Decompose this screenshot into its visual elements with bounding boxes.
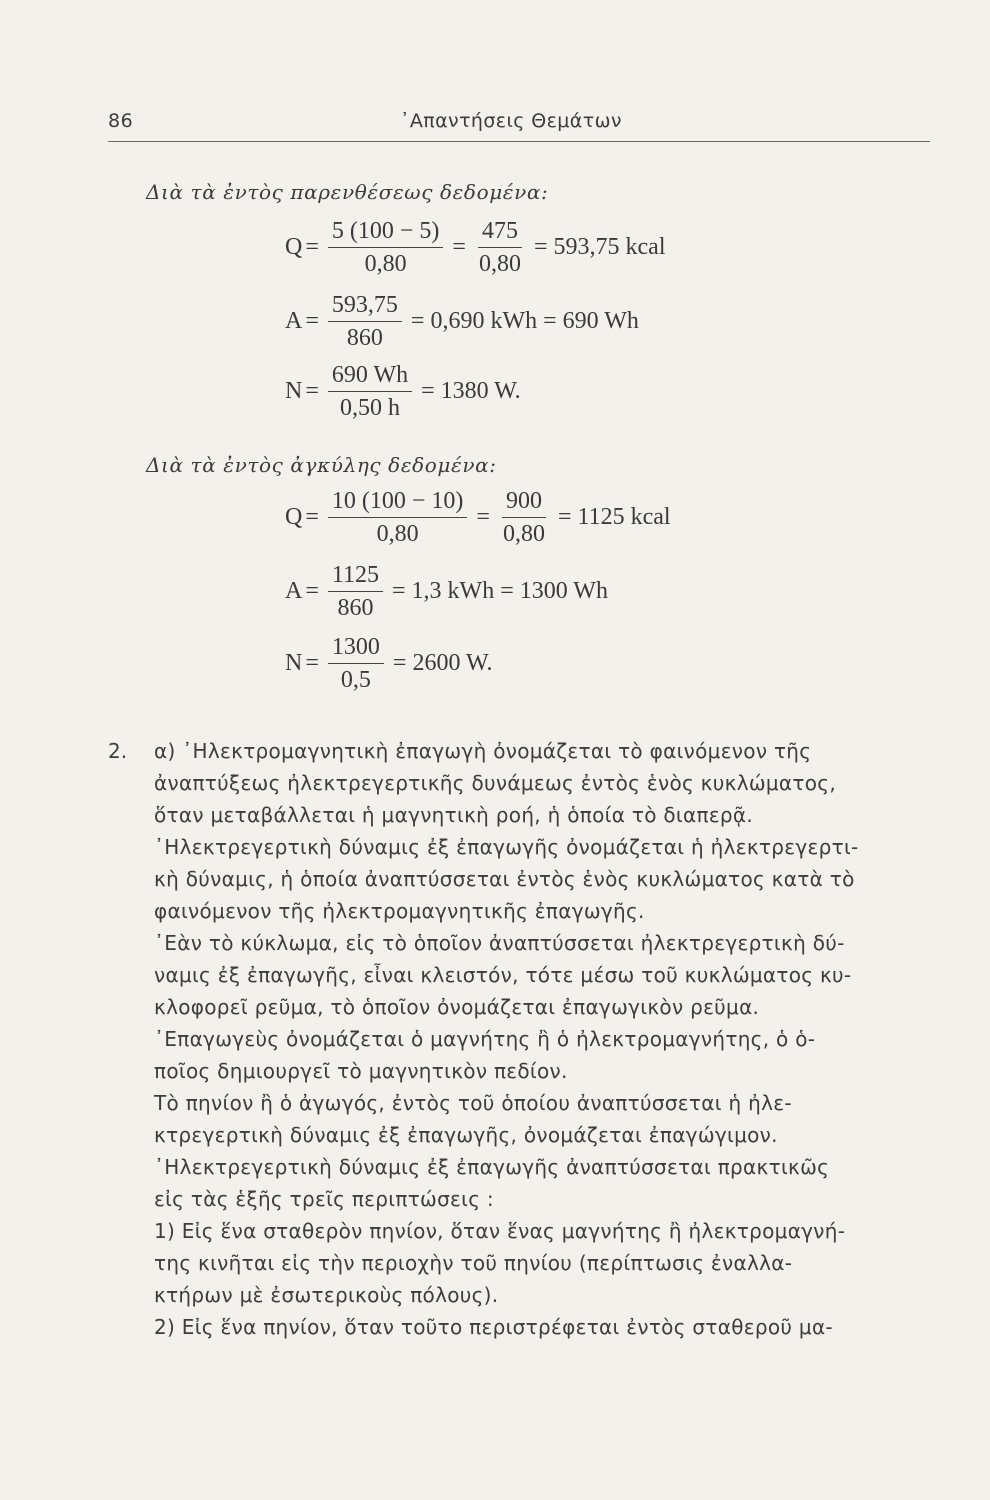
fraction <box>328 635 384 692</box>
eq-equals: = <box>305 308 319 334</box>
eq-equals: = <box>476 504 490 530</box>
denominator: 0,80 <box>376 521 419 547</box>
body-line: ἀναπτύξεως ἠλεκτρεγερτικῆς δυνάμεως ἐντὸς ἑνὸς κυκλώματος, <box>154 771 836 795</box>
body-line: της κινῆται εἰς τὴν περιοχὴν τοῦ πηνίου (περίπτωσις ἐναλλα- <box>154 1251 793 1275</box>
body-line: κὴ δύναμις, ἡ ὁποία ἀναπτύσσεται ἐντὸς ἑνὸς κυκλώματος κατὰ τὸ <box>154 867 855 891</box>
numerator: 5 (100 − 5) <box>328 219 444 248</box>
denominator: 0,80 <box>502 521 545 547</box>
eq-result: 2600 W. <box>412 650 493 676</box>
equation-n2 <box>285 635 492 692</box>
body-line: φαινόμενον τῆς ἠλεκτρομαγνητικῆς ἐπαγωγῆς. <box>154 899 645 923</box>
body-line: ᾿Ηλεκτρεγερτικὴ δύναμις ἐξ ἐπαγωγῆς ὀνομάζεται ἡ ἠλεκτρεγερτι- <box>154 835 859 859</box>
eq-result: 1125 kcal <box>577 504 671 530</box>
denominator: 0,80 <box>364 251 407 277</box>
eq-equals: = <box>452 234 466 260</box>
denominator: 0,50 h <box>340 395 400 421</box>
body-line: α) ᾿Ηλεκτρομαγνητικὴ ἐπαγωγὴ ὀνομάζεται τὸ φαινόμενον τῆς <box>154 739 812 763</box>
eq-result: 0,690 kWh = 690 Wh <box>430 308 639 334</box>
fraction <box>328 219 444 276</box>
numerator: 1300 <box>328 635 384 664</box>
answer-number: 2. <box>108 739 128 763</box>
eq-lhs: N <box>285 650 303 676</box>
eq-equals: = <box>305 504 319 530</box>
numerator: 690 Wh <box>328 363 412 392</box>
eq-equals: = <box>392 650 407 676</box>
numerator: 10 (100 − 10) <box>328 489 468 518</box>
page-number: 86 <box>108 110 134 132</box>
eq-lhs: A <box>285 578 303 604</box>
body-line: Τὸ πηνίον ἢ ὁ ἀγωγός, ἐντὸς τοῦ ὁποίου ἀναπτύσσεται ἡ ἠλε- <box>154 1091 792 1115</box>
fraction <box>328 363 412 420</box>
header-rule <box>108 141 930 142</box>
eq-equals: = <box>533 234 548 260</box>
eq-equals: = <box>410 308 425 334</box>
numerator: 1125 <box>328 563 383 592</box>
fraction <box>499 489 549 546</box>
equation-q1 <box>285 219 666 276</box>
equation-a2 <box>285 563 608 620</box>
body-line: κλοφορεῖ ρεῦμα, τὸ ὁποῖον ὀνομάζεται ἐπαγωγικὸν ρεῦμα. <box>154 995 760 1019</box>
numerator: 900 <box>502 489 546 518</box>
eq-result: 593,75 kcal <box>553 234 666 260</box>
eq-lhs: A <box>285 308 303 334</box>
eq-equals: = <box>392 578 406 604</box>
body-line: 1) Εἰς ἕνα σταθερὸν πηνίον, ὅταν ἕνας μαγνήτης ἢ ἠλεκτρομαγνή- <box>154 1219 846 1243</box>
denominator: 860 <box>337 595 374 621</box>
eq-equals: = <box>305 578 319 604</box>
section-heading-brackets: Διὰ τὰ ἐντὸς ἀγκύλης δεδομένα: <box>146 453 497 477</box>
fraction <box>328 293 402 350</box>
body-line: ὅταν μεταβάλλεται ἡ μαγνητικὴ ροή, ἡ ὁποία τὸ διαπερᾷ. <box>154 803 754 827</box>
eq-lhs: Q <box>285 234 303 260</box>
body-line: 2) Εἰς ἕνα πηνίον, ὅταν τοῦτο περιστρέφεται ἐντὸς σταθεροῦ μα- <box>154 1315 833 1339</box>
equation-a1 <box>285 293 639 350</box>
eq-equals: = <box>305 234 319 260</box>
eq-equals: = <box>421 378 435 404</box>
equation-q2 <box>285 489 671 546</box>
body-line: ᾿Ηλεκτρεγερτικὴ δύναμις ἐξ ἐπαγωγῆς ἀναπτύσσεται πρακτικῶς <box>154 1155 830 1179</box>
running-title: ᾿Απαντήσεις Θεμάτων <box>400 110 622 132</box>
body-line: ᾿Εὰν τὸ κύκλωμα, εἰς τὸ ὁποῖον ἀναπτύσσεται ἠλεκτρεγερτικὴ δύ- <box>154 931 845 955</box>
numerator: 475 <box>478 219 522 248</box>
answer-body <box>154 735 944 1343</box>
body-line: κτρεγερτικὴ δύναμις ἐξ ἐπαγωγῆς, ὀνομάζεται ἐπαγώγιμον. <box>154 1123 778 1147</box>
body-line: ποῖος δημιουργεῖ τὸ μαγνητικὸν πεδίον. <box>154 1059 568 1083</box>
fraction <box>328 489 468 546</box>
eq-result: 1,3 kWh = 1300 Wh <box>411 578 608 604</box>
eq-result: 1380 W. <box>440 378 521 404</box>
eq-lhs: Q <box>285 504 303 530</box>
body-line: ναμις ἐξ ἐπαγωγῆς, εἶναι κλειστόν, τότε μέσω τοῦ κυκλώματος κυ- <box>154 963 852 987</box>
body-line: εἰς τὰς ἑξῆς τρεῖς περιπτώσεις : <box>154 1187 494 1211</box>
eq-equals: = <box>557 504 572 530</box>
section-heading-parentheses: Διὰ τὰ ἐντὸς παρενθέσεως δεδομένα: <box>146 180 549 204</box>
eq-equals: = <box>305 378 319 404</box>
body-line: κτήρων μὲ ἐσωτερικοὺς πόλους). <box>154 1283 499 1307</box>
equation-n1 <box>285 363 521 420</box>
fraction <box>328 563 383 620</box>
numerator: 593,75 <box>328 293 402 322</box>
denominator: 0,5 <box>340 667 371 693</box>
eq-equals: = <box>305 650 319 676</box>
denominator: 0,80 <box>478 251 521 277</box>
eq-lhs: N <box>285 378 303 404</box>
denominator: 860 <box>346 325 383 351</box>
body-line: ᾿Επαγωγεὺς ὀνομάζεται ὁ μαγνήτης ἢ ὁ ἠλεκτρομαγνήτης, ὁ ὁ- <box>154 1027 816 1051</box>
fraction <box>475 219 525 276</box>
